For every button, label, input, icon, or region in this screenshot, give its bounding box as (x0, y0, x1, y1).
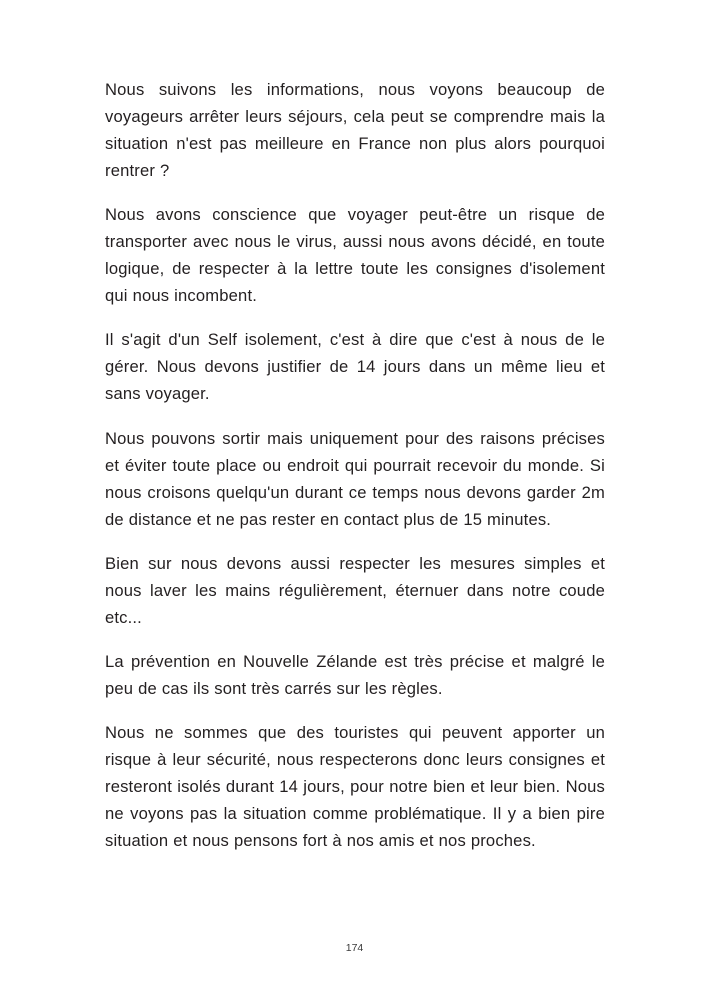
paragraph: Nous pouvons sortir mais uniquement pour des raisons précises et éviter toute place ou endroit qui pourrait recevoir du monde. Si nous croisons quelqu'un durant ce temps nous devons garder 2m de distance et ne pas rester en contact plus de 15 minutes. (105, 428, 605, 529)
paragraph: La prévention en Nouvelle Zélande est très précise et malgré le peu de cas ils sont très carrés sur les règles. (105, 651, 605, 698)
paragraph: Bien sur nous devons aussi respecter les mesures simples et nous laver les mains régulièrement, éternuer dans notre coude etc... (105, 553, 605, 627)
page-body-text (105, 76, 605, 854)
paragraph: Nous ne sommes que des touristes qui peuvent apporter un risque à leur sécurité, nous respecterons donc leurs consignes et resteront isolés durant 14 jours, pour notre bien et leur bien. Nous ne voyons pas la situation comme problématique. Il y a bien pire situation et nous pensons fort à nos amis et nos proches. (105, 722, 605, 851)
paragraph: Nous avons conscience que voyager peut-être un risque de transporter avec nous le virus, aussi nous avons décidé, en toute logique, de respecter à la lettre toute les consignes d'isolement qui nous incombent. (105, 205, 605, 306)
page-number: 174 (345, 942, 364, 954)
paragraph: Nous suivons les informations, nous voyons beaucoup de voyageurs arrêter leurs séjours, cela peut se comprendre mais la situation n'est pas meilleure en France non plus alors pourquoi rentrer ? (105, 80, 605, 181)
paragraph: Il s'agit d'un Self isolement, c'est à dire que c'est à nous de le gérer. Nous devons justifier de 14 jours dans un même lieu et sans voyager. (105, 330, 605, 404)
